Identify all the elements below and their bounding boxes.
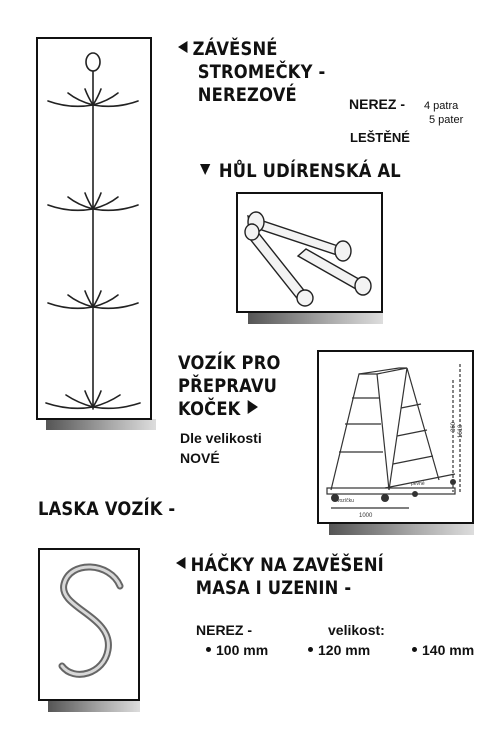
- hooks-title-line-2: MASA I UZENIN -: [195, 577, 352, 599]
- arrow-right-icon: [247, 400, 257, 414]
- cart-note: Dle velikosti: [180, 430, 262, 446]
- s-hook-illustration: [40, 550, 138, 699]
- hook-size-2: 120 mm: [308, 642, 370, 658]
- arrow-left-icon: [176, 557, 185, 569]
- trees-title-line-1: ZÁVĚSNÉ: [178, 38, 325, 61]
- cart-image-frame: [317, 350, 474, 524]
- hooks-title: [176, 554, 384, 600]
- bullet-icon: [308, 647, 313, 652]
- cart-dim-bottom: 1000: [359, 513, 373, 519]
- hooks-material: NEREZ -: [196, 622, 252, 638]
- bullet-icon: [412, 647, 417, 652]
- hooks-title-line-1: HÁČKY NA ZAVĚŠENÍ: [176, 554, 384, 577]
- trees-title: [178, 38, 325, 107]
- cart-illustration: [319, 352, 472, 522]
- bullet-icon: [206, 647, 211, 652]
- hooks-size-label: velikost:: [328, 622, 385, 638]
- cart-condition: NOVÉ: [180, 450, 220, 466]
- arrow-down-icon: [200, 164, 210, 175]
- hook-image-frame: [38, 548, 140, 701]
- cart-title-line-1: VOZÍK PRO: [178, 352, 281, 374]
- stick-title: HŮL UDÍRENSKÁ AL: [200, 160, 401, 183]
- trees-title-line-3: NEREZOVÉ: [197, 84, 297, 106]
- cart-title-line-3: KOČEK: [178, 398, 281, 421]
- cart-title: [178, 352, 281, 421]
- trees-material: NEREZ -: [349, 96, 405, 112]
- hook-size-3: 140 mm: [412, 642, 474, 658]
- laska-title: LASKA VOZÍK -: [38, 498, 176, 520]
- trees-finish: LEŠTĚNÉ: [350, 130, 410, 145]
- stick-image-frame: [236, 192, 383, 313]
- trees-title-line-2: STROMEČKY -: [197, 61, 326, 83]
- hook-size-1: 100 mm: [206, 642, 268, 658]
- cart-title-line-2: PŘEPRAVU: [178, 375, 278, 397]
- trees-variant-2: 5 pater: [429, 114, 464, 126]
- arrow-left-icon: [178, 41, 187, 53]
- cart-small-label-1: vozíčku: [337, 498, 354, 504]
- cart-dim-side-1: 360: [451, 421, 457, 432]
- cart-dim-side-2: 1610: [458, 424, 464, 438]
- smoking-stick-illustration: [238, 194, 381, 311]
- cart-small-label-2: pevné: [411, 481, 425, 487]
- trees-variant-1: 4 patra: [424, 100, 459, 112]
- tree-image-frame: [36, 37, 152, 420]
- hanging-tree-illustration: [38, 39, 150, 418]
